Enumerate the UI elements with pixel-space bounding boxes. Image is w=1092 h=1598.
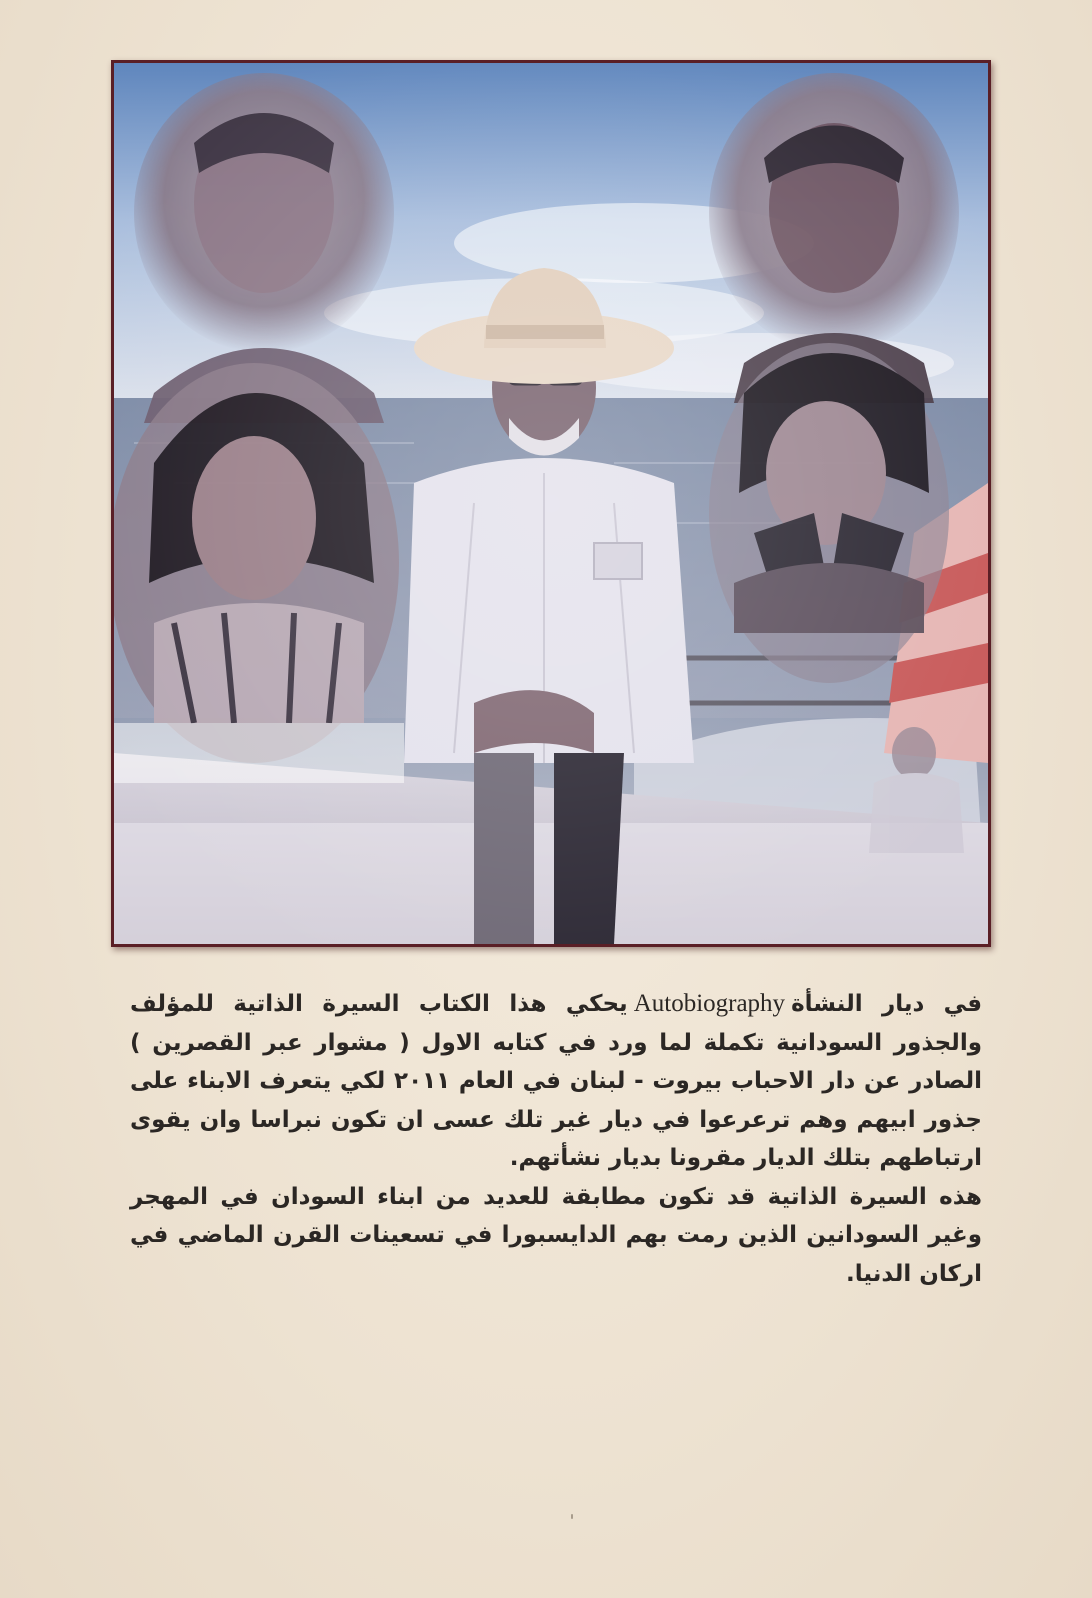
family-photo-collage <box>111 60 991 947</box>
back-cover-blurb <box>130 985 982 1293</box>
autobiography-term: Autobiography <box>633 990 786 1017</box>
paper-speck <box>571 1514 573 1519</box>
blurb-p1-start: في ديار النشأة <box>791 991 983 1017</box>
blurb-p1-rest: يحكي هذا الكتاب السيرة الذاتية للمؤلف والجذور السودانية تكملة لما ورد في كتابه الاول ( مشوار عبر القصرين ) الصادر عن دار الاحباب بيروت - لبنان في العام ٢٠١١ لكي يتعرف الابناء على جذور ابيهم وهم ترعرعوا في ديار غير تلك عسى ان تكون نبراسا وان يقوى ارتباطهم بتلك الديار مقرونا بديار نشأتهم. <box>130 991 982 1171</box>
blurb-paragraph-2: هذه السيرة الذاتية قد تكون مطابقة للعديد من ابناء السودان في المهجر وغير السودانين الذين رمت بهم الدايسبورا في تسعينات القرن الماضي في اركان الدنيا. <box>130 1183 982 1287</box>
blurb-paragraph-1 <box>130 985 982 1178</box>
